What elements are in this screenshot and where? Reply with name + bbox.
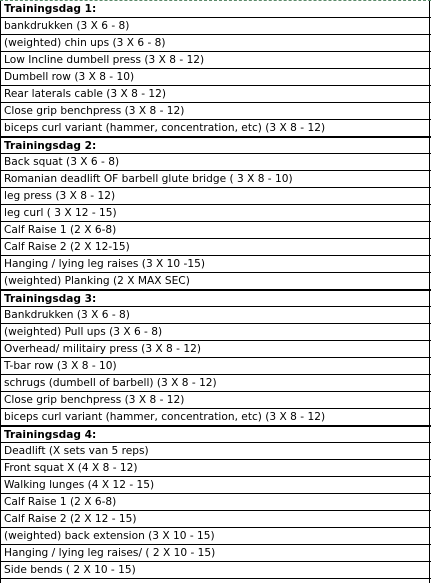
- day-header[interactable]: Trainingsdag 1:: [0, 1, 431, 18]
- exercise-row[interactable]: T-bar row (3 X 8 - 10): [0, 358, 431, 375]
- exercise-row[interactable]: leg press (3 X 8 - 12): [0, 188, 431, 205]
- exercise-row[interactable]: Calf Raise 1 (2 X 6-8): [0, 494, 431, 511]
- day-header[interactable]: Trainingsdag 3:: [0, 290, 431, 307]
- exercise-row[interactable]: Deadlift (X sets van 5 reps): [0, 443, 431, 460]
- left-border: [0, 1, 1, 583]
- exercise-row[interactable]: Rear laterals cable (3 X 8 - 12): [0, 86, 431, 103]
- exercise-row[interactable]: Overhead/ militairy press (3 X 8 - 12): [0, 341, 431, 358]
- exercise-row[interactable]: Close grip benchpress (3 X 8 - 12): [0, 103, 431, 120]
- exercise-row[interactable]: leg curl ( 3 X 12 - 15): [0, 205, 431, 222]
- exercise-row[interactable]: Calf Raise 2 (2 X 12-15): [0, 239, 431, 256]
- exercise-row[interactable]: (weighted) chin ups (3 X 6 - 8): [0, 35, 431, 52]
- exercise-row[interactable]: Calf Raise 2 (2 X 12 - 15): [0, 511, 431, 528]
- exercise-row[interactable]: Calf Raise 1 (2 X 6-8): [0, 222, 431, 239]
- day-header[interactable]: Trainingsdag 4:: [0, 426, 431, 443]
- exercise-row[interactable]: Hanging / lying leg raises (3 X 10 -15): [0, 256, 431, 273]
- day-header[interactable]: Trainingsdag 2:: [0, 137, 431, 154]
- exercise-row[interactable]: (weighted) back extension (3 X 10 - 15): [0, 528, 431, 545]
- exercise-row[interactable]: Walking lunges (4 X 12 - 15): [0, 477, 431, 494]
- right-border: [429, 1, 430, 583]
- exercise-row[interactable]: Low Incline dumbell press (3 X 8 - 12): [0, 52, 431, 69]
- exercise-row[interactable]: Front squat X (4 X 8 - 12): [0, 460, 431, 477]
- exercise-row[interactable]: biceps curl variant (hammer, concentration, etc) (3 X 8 - 12): [0, 120, 431, 137]
- exercise-row[interactable]: Hanging / lying leg raises/ ( 2 X 10 - 15): [0, 545, 431, 562]
- exercise-row[interactable]: Close grip benchpress (3 X 8 - 12): [0, 392, 431, 409]
- exercise-row[interactable]: Romanian deadlift OF barbell glute bridge ( 3 X 8 - 10): [0, 171, 431, 188]
- exercise-row[interactable]: Bankdrukken (3 X 6 - 8): [0, 307, 431, 324]
- exercise-row[interactable]: Dumbell row (3 X 8 - 10): [0, 69, 431, 86]
- exercise-row[interactable]: bankdrukken (3 X 6 - 8): [0, 18, 431, 35]
- exercise-row[interactable]: Side bends ( 2 X 10 - 15): [0, 562, 431, 579]
- exercise-row[interactable]: (weighted) Pull ups (3 X 6 - 8): [0, 324, 431, 341]
- exercise-row[interactable]: biceps curl variant (hammer, concentration, etc) (3 X 8 - 12): [0, 409, 431, 426]
- exercise-row[interactable]: (weighted) Planking (2 X MAX SEC): [0, 273, 431, 290]
- exercise-row[interactable]: schrugs (dumbell of barbell) (3 X 8 - 12): [0, 375, 431, 392]
- exercise-row[interactable]: Back squat (3 X 6 - 8): [0, 154, 431, 171]
